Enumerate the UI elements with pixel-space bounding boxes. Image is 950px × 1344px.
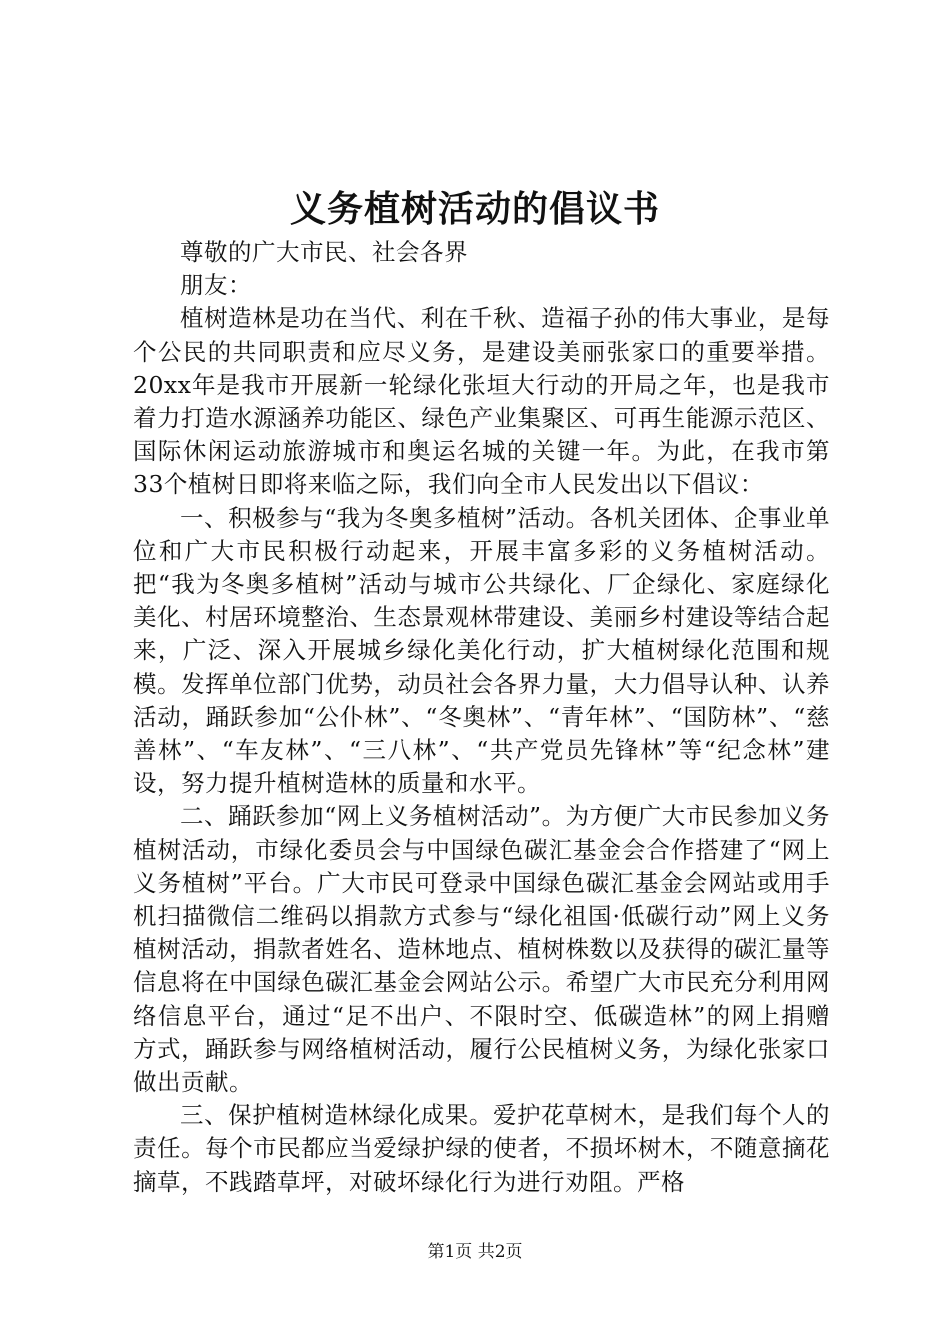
document-body	[133, 236, 830, 1199]
page-footer: 第1页 共2页	[427, 1242, 523, 1262]
paragraph-item-3: 三、保护植树造林绿化成果。爱护花草树木，是我们每个人的责任。每个市民都应当爱绿护绿的使者，不损坏树木，不随意摘花摘草，不践踏草坪，对破坏绿化行为进行劝阻。严格	[133, 1101, 830, 1196]
salutation-line-2: 朋友：	[180, 271, 252, 300]
salutation-line-1: 尊敬的广大市民、社会各界	[180, 238, 468, 266]
paragraph-item-1: 一、积极参与“我为冬奥多植树”活动。各机关团体、企事业单位和广大市民积极行动起来，开展丰富多彩的义务植树活动。把“我为冬奥多植树”活动与城市公共绿化、厂企绿化、家庭绿化美化、村居环境整治、生态景观林带建设、美丽乡村建设等结合起来，广泛、深入开展城乡绿化美化行动，扩大植树绿化范围和规模。发挥单位部门优势，动员社会各界力量，大力倡导认种、认养活动，踊跃参加“公仆林”、“冬奥林”、“青年林”、“国防林”、“慈善林”、“车友林”、“三八林”、“共产党员先锋林”等“纪念林”建设，努力提升植树造林的质量和水平。	[133, 503, 830, 798]
paragraph-intro: 植树造林是功在当代、利在千秋、造福子孙的伟大事业，是每个公民的共同职责和应尽义务，是建设美丽张家口的重要举措。20xx年是我市开展新一轮绿化张垣大行动的开局之年，也是我市着力打造水源涵养功能区、绿色产业集聚区、可再生能源示范区、国际休闲运动旅游城市和奥运名城的关键一年。为此，在我市第33个植树日即将来临之际，我们向全市人民发出以下倡议：	[133, 304, 830, 499]
paragraph-item-2: 二、踊跃参加“网上义务植树活动”。为方便广大市民参加义务植树活动，市绿化委员会与中国绿色碳汇基金会合作搭建了“网上义务植树”平台。广大市民可登录中国绿色碳汇基金会网站或用手机扫描微信二维码以捐款方式参与“绿化祖国·低碳行动”网上义务植树活动，捐款者姓名、造林地点、植树株数以及获得的碳汇量等信息将在中国绿色碳汇基金会网站公示。希望广大市民充分利用网络信息平台，通过“足不出户、不限时空、低碳造林”的网上捐赠方式，踊跃参与网络植树活动，履行公民植树义务，为绿化张家口做出贡献。	[133, 802, 830, 1097]
document-title: 义务植树活动的倡议书	[289, 188, 660, 230]
